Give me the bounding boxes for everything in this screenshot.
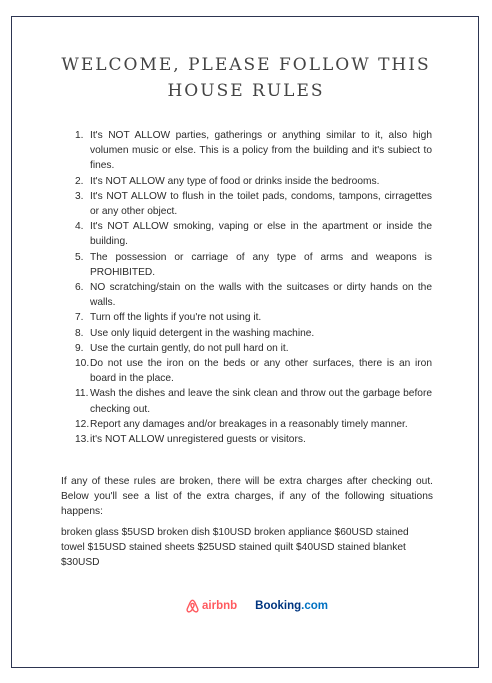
rule-item xyxy=(58,432,432,447)
rule-item xyxy=(58,174,432,189)
rule-number: 7. xyxy=(75,312,84,324)
rule-item xyxy=(58,386,432,416)
rule-item xyxy=(58,250,432,280)
rule-item xyxy=(58,310,432,325)
title-line-2: HOUSE RULES xyxy=(167,81,325,101)
rule-text: Do not use the iron on the beds or any other surfaces, there is an iron board in the place. xyxy=(90,358,432,385)
rule-text: It's NOT ALLOW smoking, vaping or else in the apartment or inside the building. xyxy=(90,221,432,248)
rule-number: 2. xyxy=(75,175,84,187)
rule-item xyxy=(58,326,432,341)
rules-list xyxy=(58,128,432,447)
rule-item xyxy=(58,417,432,432)
rule-number: 4. xyxy=(75,221,84,233)
rule-item xyxy=(58,189,432,219)
booking-logo xyxy=(255,600,328,612)
title-line-1: WELCOME, PLEASE FOLLOW THIS xyxy=(61,55,431,75)
rule-text: Use the curtain gently, do not pull hard on it. xyxy=(90,342,289,354)
rule-number: 5. xyxy=(75,251,84,263)
rule-item xyxy=(58,128,432,174)
rule-text: it's NOT ALLOW unregistered guests or visitors. xyxy=(90,434,306,446)
rule-item xyxy=(58,341,432,356)
airbnb-wordmark: airbnb xyxy=(202,600,238,612)
partner-logos xyxy=(186,596,328,616)
airbnb-logo xyxy=(186,599,237,613)
rule-number: 13. xyxy=(75,434,90,446)
booking-wordmark: Booking xyxy=(255,600,302,612)
extra-charges-list: broken glass $5USD broken dish $10USD broken appliance $60USD stained towel $15USD stained sheets $25USD stained quilt $40USD stained blanket $30USD xyxy=(61,527,409,569)
rule-number: 3. xyxy=(75,190,84,202)
rule-text: Wash the dishes and leave the sink clean and throw out the garbage before checking out. xyxy=(90,388,432,415)
rule-item xyxy=(58,356,432,386)
rule-number: 8. xyxy=(75,327,84,339)
airbnb-icon xyxy=(186,599,199,613)
rule-text: NO scratching/stain on the walls with the suitcases or dirty hands on the walls. xyxy=(90,282,432,309)
rule-number: 9. xyxy=(75,342,84,354)
rule-number: 1. xyxy=(75,130,84,141)
rule-text: It's NOT ALLOW parties, gatherings or anything similar to it, also high volumen music or else. This is a policy from the building and it's subiect to fines. xyxy=(90,130,432,172)
extra-charges-notice: If any of these rules are broken, there will be extra charges after checking out. Below you'll see a list of the extra charges, if any of the following situations happens: xyxy=(61,476,433,518)
rule-number: 11. xyxy=(75,388,89,400)
rule-item xyxy=(58,280,432,310)
rule-number: 12. xyxy=(75,418,90,430)
rule-text: Turn off the lights if you're not using it. xyxy=(90,312,262,324)
rule-number: 10. xyxy=(75,358,90,370)
rule-text: Use only liquid detergent in the washing machine. xyxy=(90,327,315,339)
rule-text: It's NOT ALLOW any type of food or drinks inside the bedrooms. xyxy=(90,175,380,187)
page-title xyxy=(0,52,492,104)
booking-domain-suffix: .com xyxy=(301,600,328,612)
rule-text: It's NOT ALLOW to flush in the toilet pads, condoms, tampons, cirragettes or any other object. xyxy=(90,190,432,218)
rule-text: Report any damages and/or breakages in a reasonably timely manner. xyxy=(90,418,408,430)
rule-item xyxy=(58,219,432,249)
rule-text: The possession or carriage of any type of arms and weapons is PROHIBITED. xyxy=(90,251,432,278)
rule-number: 6. xyxy=(75,282,84,294)
